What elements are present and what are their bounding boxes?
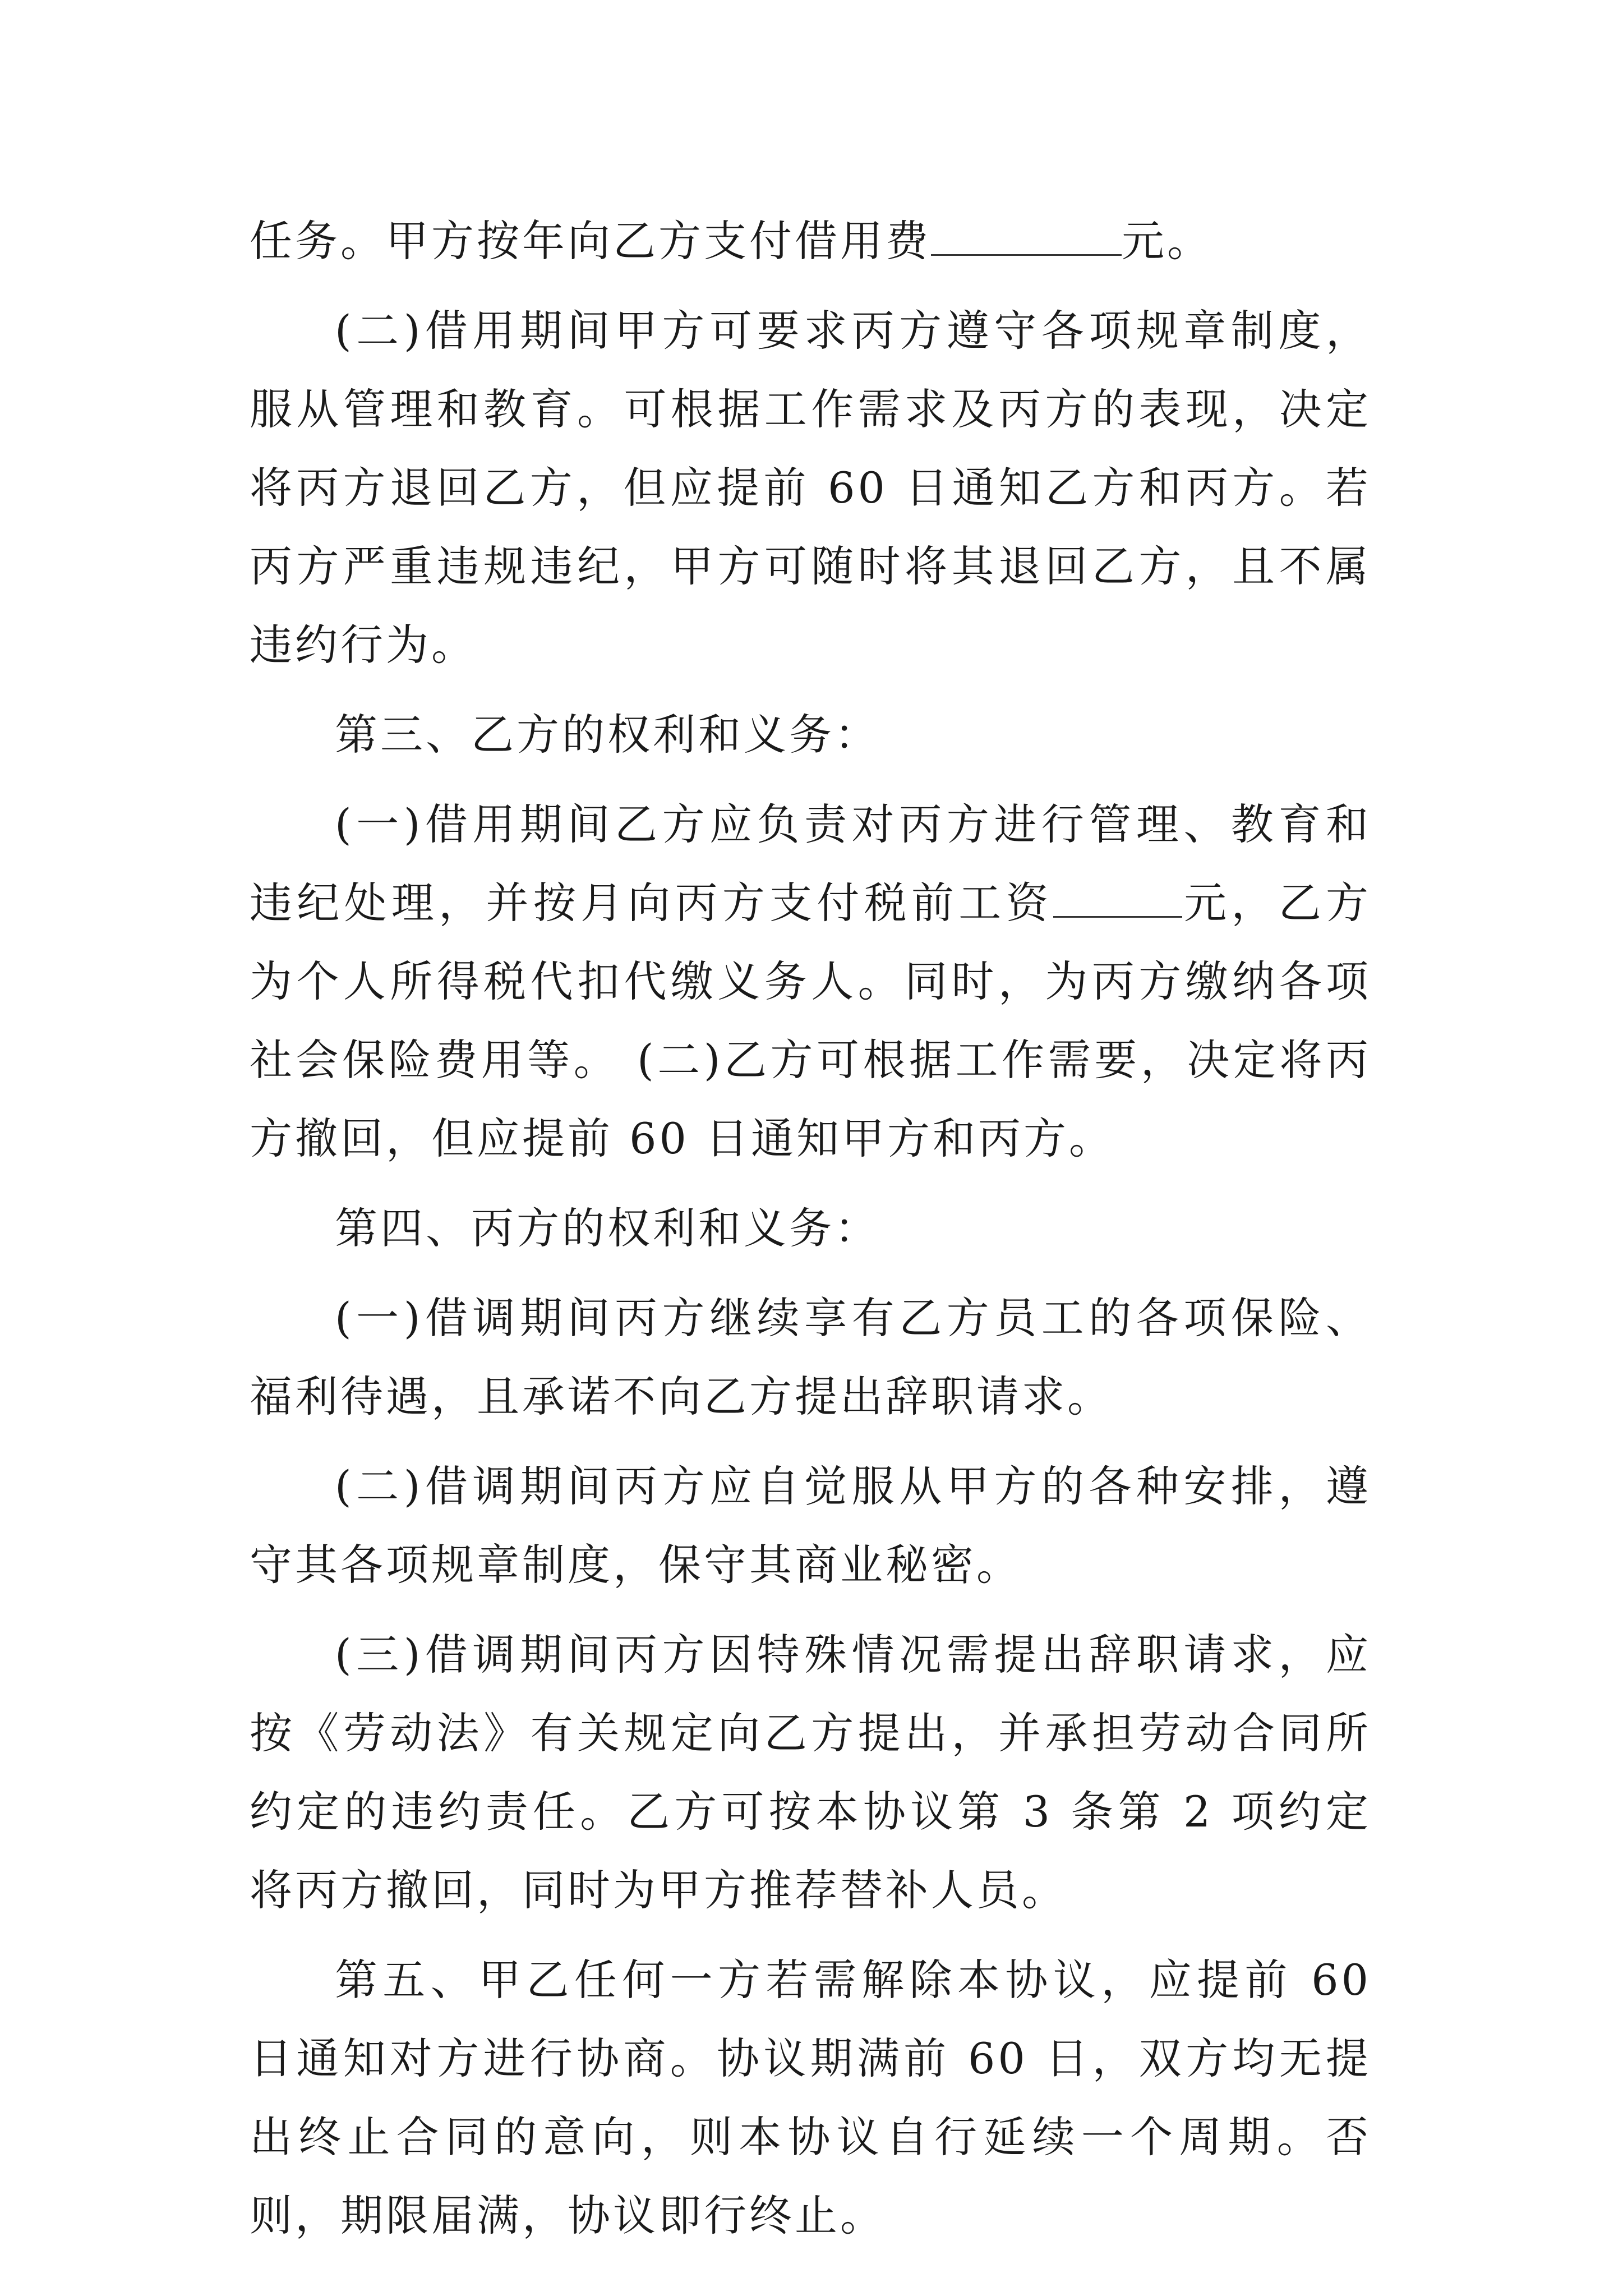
document-page [250, 202, 1371, 2266]
text-segment: 元。 [1122, 216, 1212, 266]
paragraph-party-a-item-2: (二)借用期间甲方可要求丙方遵守各项规章制度，服从管理和教育。可根据工作需求及丙方的表现，决定将丙方退回乙方，但应提前 60 日通知乙方和丙方。若丙方严重违规违纪，甲方可随时将其退回乙方，且不属违约行为。 [250, 306, 1371, 670]
paragraph-party-b-items [250, 785, 1371, 1178]
salary-blank-line [1053, 915, 1182, 918]
text-segment: 任务。甲方按年向乙方支付借用费 [250, 216, 931, 266]
paragraph-party-c-item-1: (一)借调期间丙方继续享有乙方员工的各项保险、福利待遇，且承诺不向乙方提出辞职请求。 [250, 1293, 1371, 1421]
section-heading-party-b: 第三、乙方的权利和义务： [335, 710, 880, 760]
section-heading-party-c: 第四、丙方的权利和义务： [335, 1203, 880, 1253]
paragraph-borrowing-fee [250, 202, 1371, 280]
fee-blank-line [931, 254, 1122, 256]
paragraph-party-c-item-2: (二)借调期间丙方应自觉服从甲方的各种安排，遵守其各项规章制度，保守其商业秘密。 [250, 1461, 1371, 1590]
text-segment: (一)借用期间乙方应负责对丙方进行管理、教育和违纪处理，并按月向丙方支付税前工资 [250, 799, 1371, 928]
paragraph-termination-clause: 第五、甲乙任何一方若需解除本协议，应提前 60 日通知对方进行协商。协议期满前 60 日，双方均无提出终止合同的意向，则本协议自行延续一个周期。否则，期限届满，协议即行终止。 [250, 1955, 1371, 2240]
paragraph-party-c-item-3: (三)借调期间丙方因特殊情况需提出辞职请求，应按《劳动法》有关规定向乙方提出，并承担劳动合同所约定的违约责任。乙方可按本协议第 3 条第 2 项约定将丙方撤回，同时为甲方推荐替补人员。 [250, 1630, 1371, 1915]
text-segment: 元，乙方为个人所得税代扣代缴义务人。同时，为丙方缴纳各项社会保险费用等。 (二)乙方可根据工作需要，决定将丙方撤回，但应提前 60 日通知甲方和丙方。 [250, 878, 1372, 1163]
